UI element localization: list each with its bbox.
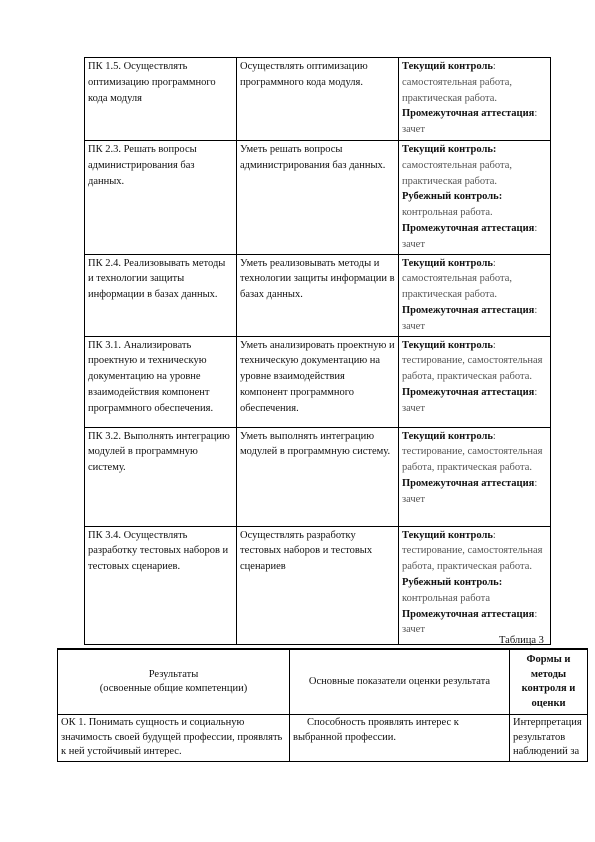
indicator-cell: Осуществлять оптимизацию программного кода модуля.	[237, 58, 399, 141]
control-label: Промежуточная аттестация	[402, 477, 535, 489]
control-text: : зачет	[402, 222, 538, 250]
control-label: Рубежный контроль:	[402, 191, 503, 203]
control-text: : самостоятельная работа, практическая работа.	[402, 257, 512, 301]
competence-cell: ПК 2.4. Реализовывать методы и технологии защиты информации в базах данных.	[85, 254, 237, 336]
control-text: : тестирование, самостоятельная работа, практическая работа.	[402, 529, 543, 573]
method-cell: Интерпретация результатов наблюдений за	[510, 715, 588, 762]
indicator-cell: Уметь реализовывать методы и технологии защиты информации в базах данных.	[237, 254, 399, 336]
control-cell	[399, 58, 551, 141]
control-text: : зачет	[402, 386, 538, 414]
table-row	[58, 715, 588, 762]
indicator-cell: Осуществлять разработку тестовых наборов и тестовых сценариев	[237, 526, 399, 644]
control-label: Текущий контроль	[402, 339, 493, 351]
table-row	[85, 336, 551, 427]
indicator-cell: Способность проявлять интерес к выбранной профессии.	[290, 715, 510, 762]
indicator-cell: Уметь решать вопросы администрирования баз данных.	[237, 141, 399, 255]
control-text: контрольная работа	[402, 592, 491, 604]
control-text: : зачет	[402, 608, 538, 636]
table-row	[85, 254, 551, 336]
control-text: самостоятельная работа, практическая работа.	[402, 159, 512, 187]
table-header-row	[58, 649, 588, 715]
control-cell	[399, 141, 551, 255]
control-label: Текущий контроль	[402, 61, 493, 72]
control-label: Текущий контроль	[402, 257, 493, 269]
control-label: Промежуточная аттестация	[402, 386, 535, 398]
control-text: : зачет	[402, 477, 538, 505]
control-cell	[399, 254, 551, 336]
control-label: Промежуточная аттестация	[402, 108, 535, 120]
control-label: Текущий контроль	[402, 430, 493, 442]
control-text: : зачет	[402, 108, 538, 136]
header-results: Результаты (освоенные общие компетенции)	[58, 649, 290, 715]
indicator-cell: Уметь анализировать проектную и техническую документацию на уровне взаимодействия компонент программного обеспечения.	[237, 336, 399, 427]
table-caption: Таблица 3	[499, 635, 544, 646]
control-cell	[399, 526, 551, 644]
control-text: : зачет	[402, 304, 538, 332]
control-cell	[399, 427, 551, 526]
table-row	[85, 526, 551, 644]
control-label: Промежуточная аттестация	[402, 304, 535, 316]
indicator-cell: Уметь выполнять интеграцию модулей в программную систему.	[237, 427, 399, 526]
result-cell: ОК 1. Понимать сущность и социальную значимость своей будущей профессии, проявлять к ней устойчивый интерес.	[58, 715, 290, 762]
table-row	[85, 427, 551, 526]
competence-cell: ПК 2.3. Решать вопросы администрирования баз данных.	[85, 141, 237, 255]
control-label: Промежуточная аттестация	[402, 608, 535, 620]
competence-cell: ПК 3.2. Выполнять интеграцию модулей в программную систему.	[85, 427, 237, 526]
table-row	[85, 58, 551, 141]
header-methods: Формы и методы контроля и оценки	[510, 649, 588, 715]
competence-cell: ПК 1.5. Осуществлять оптимизацию программного кода модуля	[85, 58, 237, 141]
competence-cell: ПК 3.1. Анализировать проектную и техническую документацию на уровне взаимодействия компонент программного обеспечения.	[85, 336, 237, 427]
general-competence-table	[57, 648, 588, 762]
control-label: Текущий контроль	[402, 529, 493, 541]
control-label: Текущий контроль:	[402, 144, 497, 155]
control-label: Рубежный контроль:	[402, 576, 503, 588]
control-label: Промежуточная аттестация	[402, 222, 535, 234]
table-row	[85, 141, 551, 255]
competence-table	[84, 57, 551, 645]
control-text: : тестирование, самостоятельная работа, практическая работа.	[402, 430, 543, 474]
control-text: : самостоятельная работа, практическая работа.	[402, 61, 512, 104]
control-text: : тестирование, самостоятельная работа, практическая работа.	[402, 339, 543, 383]
control-text: контрольная работа.	[402, 207, 493, 219]
competence-cell: ПК 3.4. Осуществлять разработку тестовых наборов и тестовых сценариев.	[85, 526, 237, 644]
control-cell	[399, 336, 551, 427]
header-indicators: Основные показатели оценки результата	[290, 649, 510, 715]
